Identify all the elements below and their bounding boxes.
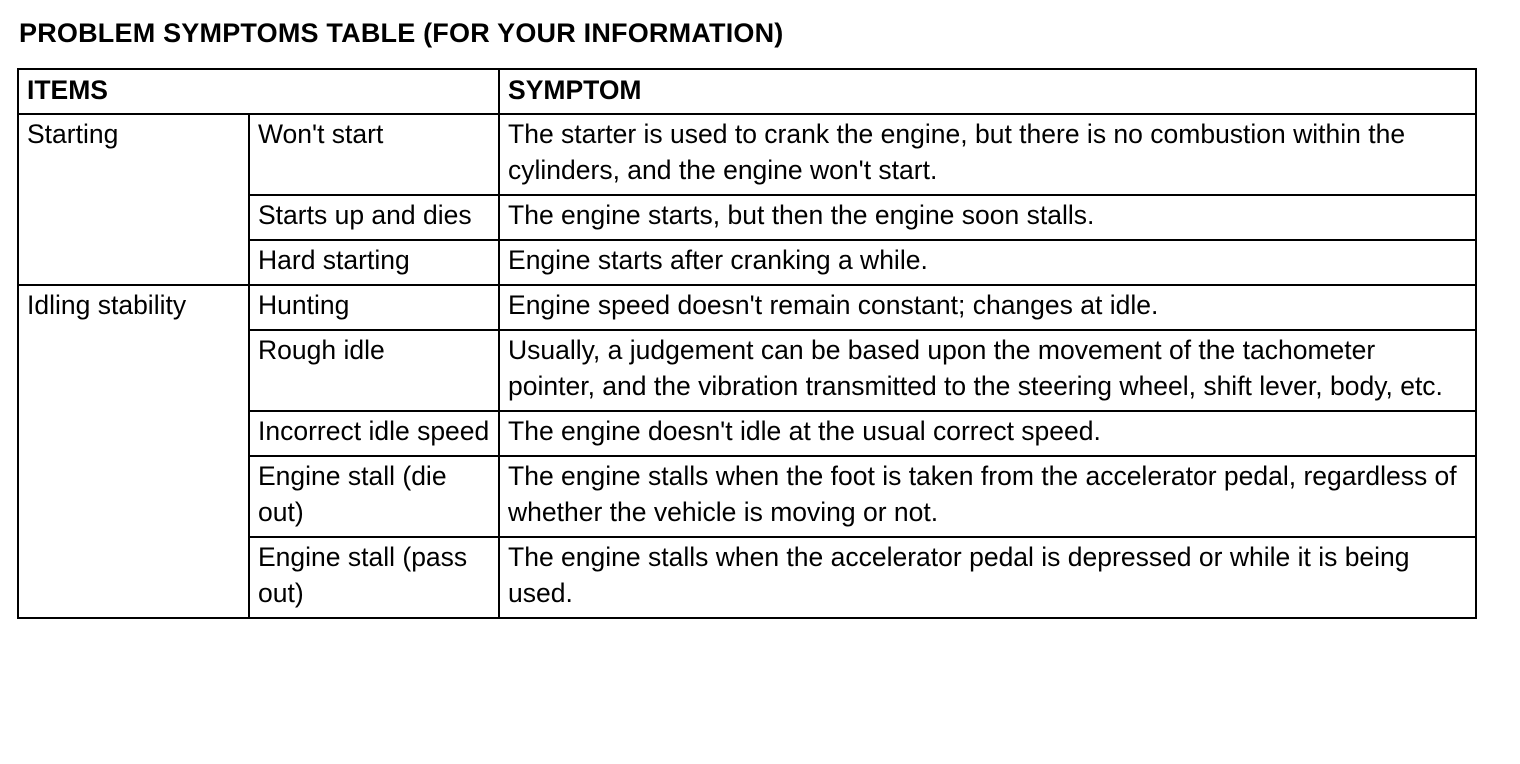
header-symptom: SYMPTOM: [499, 69, 1476, 114]
symptom-cell: The starter is used to crank the engine, but there is no combustion within the cylinders, and the engine won't start.: [499, 114, 1476, 195]
item-cell: Engine stall (die out): [249, 456, 499, 537]
item-cell: Won't start: [249, 114, 499, 195]
symptom-cell: Usually, a judgement can be based upon the movement of the tachometer pointer, and the vibration transmitted to the steering wheel, shift lever, body, etc.: [499, 330, 1476, 411]
item-cell: Engine stall (pass out): [249, 537, 499, 618]
header-items: ITEMS: [18, 69, 499, 114]
symptom-cell: The engine stalls when the foot is taken from the accelerator pedal, regardless of whether the vehicle is moving or not.: [499, 456, 1476, 537]
symptom-cell: Engine speed doesn't remain constant; changes at idle.: [499, 285, 1476, 330]
symptom-cell: The engine starts, but then the engine soon stalls.: [499, 195, 1476, 240]
symptom-cell: The engine stalls when the accelerator pedal is depressed or while it is being used.: [499, 537, 1476, 618]
table-row: [18, 114, 1476, 195]
page-title: PROBLEM SYMPTOMS TABLE (FOR YOUR INFORMATION): [19, 18, 784, 48]
header-row: [18, 69, 1476, 114]
symptom-cell: The engine doesn't idle at the usual correct speed.: [499, 411, 1476, 456]
group-idling-stability: Idling stability: [18, 285, 249, 618]
item-cell: Rough idle: [249, 330, 499, 411]
item-cell: Hunting: [249, 285, 499, 330]
symptom-cell: Engine starts after cranking a while.: [499, 240, 1476, 285]
group-starting: Starting: [18, 114, 249, 285]
item-cell: Starts up and dies: [249, 195, 499, 240]
item-cell: Incorrect idle speed: [249, 411, 499, 456]
problem-symptoms-table: [17, 68, 1477, 619]
item-cell: Hard starting: [249, 240, 499, 285]
table-row: [18, 285, 1476, 330]
